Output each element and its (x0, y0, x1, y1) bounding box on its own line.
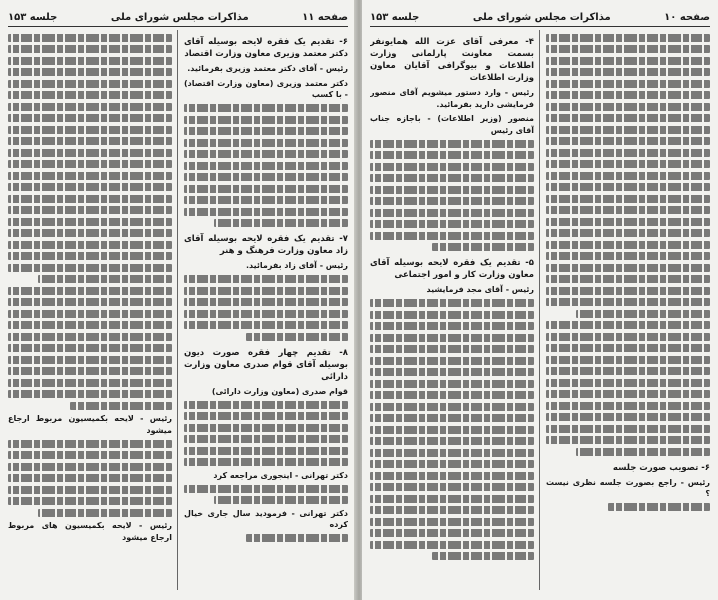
text-line (370, 529, 534, 537)
left-page-session: جلسه ۱۵۳ (8, 11, 58, 23)
text-line (546, 103, 710, 111)
text-line (184, 401, 348, 409)
text-line (8, 298, 172, 306)
speaker-line: دکتر معتمد وزیری (معاون وزارت اقتصاد) - با کسب (184, 78, 348, 99)
speaker-line: منصور (وزیر اطلاعات) - باجازه جناب آقای رئیس (370, 114, 534, 135)
text-line (8, 206, 172, 214)
text-line (184, 287, 348, 295)
text-line (8, 91, 172, 99)
text-line (38, 275, 172, 283)
right-page-session: جلسه ۱۵۳ (370, 11, 420, 23)
text-line (370, 483, 534, 491)
text-line (184, 150, 348, 158)
text-line (370, 380, 534, 388)
text-line (370, 426, 534, 434)
left-page (0, 0, 356, 600)
text-line (184, 127, 348, 135)
text-line (184, 298, 348, 306)
left-page-left-column (8, 30, 172, 594)
text-line (546, 287, 710, 295)
text-line (8, 68, 172, 76)
right-page-number: صفحه ۱۰ (664, 11, 710, 23)
left-page-title: مذاکرات مجلس شورای ملی (110, 11, 249, 23)
text-line (546, 356, 710, 364)
text-line (184, 412, 348, 420)
text-line (370, 232, 534, 240)
text-line (8, 310, 172, 318)
text-line (8, 195, 172, 203)
text-line (370, 541, 534, 549)
column-divider (539, 30, 540, 590)
text-line (546, 195, 710, 203)
text-line (8, 57, 172, 65)
text-line (370, 174, 534, 182)
text-line (8, 252, 172, 260)
text-line (370, 391, 534, 399)
text-line (8, 463, 172, 471)
text-line (184, 196, 348, 204)
text-line (546, 126, 710, 134)
speaker-line: قوام صدری (معاون وزارت دارائی) (211, 386, 348, 396)
text-line (546, 436, 710, 444)
section-heading: ۷- تقدیم یک فقره لایحه بوسیله آقای زاد معاون وزارت فرهنگ و هنر (184, 234, 348, 256)
text-line (546, 57, 710, 65)
text-line (546, 402, 710, 410)
text-line (370, 414, 534, 422)
text-line (546, 91, 710, 99)
text-line (546, 229, 710, 237)
text-line (546, 172, 710, 180)
text-line (546, 413, 710, 421)
text-line (184, 485, 348, 493)
text-line (370, 437, 534, 445)
text-line (184, 310, 348, 318)
text-line (8, 451, 172, 459)
text-line (546, 333, 710, 341)
text-line (546, 252, 710, 260)
text-line (8, 474, 172, 482)
text-line (370, 460, 534, 468)
right-page (362, 0, 718, 600)
text-line (8, 103, 172, 111)
text-line (370, 345, 534, 353)
text-line (370, 518, 534, 526)
text-line (546, 390, 710, 398)
text-line (8, 126, 172, 134)
text-line (8, 80, 172, 88)
section-heading: ۸- تقدیم چهار فقره صورت دیون بوسیله آقای قوام صدری معاون وزارت دارائی (184, 347, 348, 382)
text-line (432, 243, 534, 251)
text-line (546, 321, 710, 329)
text-line (8, 379, 172, 387)
text-line (8, 114, 172, 122)
text-line (184, 139, 348, 147)
text-line (8, 264, 172, 272)
text-line (546, 425, 710, 433)
text-line (546, 34, 710, 42)
text-line (370, 368, 534, 376)
text-line (8, 218, 172, 226)
text-line (370, 140, 534, 148)
text-line (8, 160, 172, 168)
text-line (184, 275, 348, 283)
text-line (370, 357, 534, 365)
text-line (370, 403, 534, 411)
speaker-line: دکتر تهرانی - اینجوری مراجعه کرد (213, 470, 348, 480)
text-line (546, 80, 710, 88)
text-line (546, 241, 710, 249)
speaker-line: رئیس - وارد دستور میشویم آقای منصور فرمایشی دارید بفرمائید. (370, 88, 534, 109)
speaker-line: دکتر تهرانی - فرمودید سال جاری خیال کرده (184, 508, 348, 529)
text-line (370, 209, 534, 217)
text-line (8, 440, 172, 448)
text-line (546, 137, 710, 145)
text-line (546, 379, 710, 387)
left-page-header (8, 8, 348, 27)
text-line (370, 472, 534, 480)
text-line (184, 321, 348, 329)
text-line (8, 149, 172, 157)
column-divider (177, 30, 178, 590)
text-line (370, 322, 534, 330)
text-line (546, 206, 710, 214)
text-line (70, 402, 172, 410)
text-line (214, 496, 348, 504)
text-line (370, 163, 534, 171)
text-line (246, 333, 348, 341)
text-line (8, 367, 172, 375)
text-line (370, 197, 534, 205)
text-line (38, 509, 172, 517)
speaker-line: رئیس - راجع بصورت جلسه نظری نیست ؟ (546, 477, 710, 498)
text-line (370, 495, 534, 503)
text-line (546, 114, 710, 122)
text-line (546, 264, 710, 272)
speaker-line: رئیس - آقای زاد بفرمائید. (245, 261, 348, 270)
text-line (576, 310, 710, 318)
text-line (8, 229, 172, 237)
text-line (546, 149, 710, 157)
text-line (184, 185, 348, 193)
text-line (8, 321, 172, 329)
text-line (8, 333, 172, 341)
text-line (370, 449, 534, 457)
text-line (370, 311, 534, 319)
text-line (608, 503, 710, 511)
text-line (184, 424, 348, 432)
left-page-right-column (184, 30, 348, 594)
text-line (8, 183, 172, 191)
text-line (370, 220, 534, 228)
speaker-line: رئیس - آقای مجد فرمایشید (426, 285, 534, 294)
text-line (8, 390, 172, 398)
right-page-right-column (546, 30, 710, 594)
text-line (184, 208, 348, 216)
speaker-line: رئیس - لایحه بکمیسیون مربوط ارجاع میشود (8, 414, 172, 435)
right-page-left-column (370, 30, 534, 594)
text-line (370, 506, 534, 514)
text-line (8, 172, 172, 180)
text-line (370, 151, 534, 159)
right-page-title: مذاکرات مجلس شورای ملی (472, 11, 611, 23)
text-line (546, 68, 710, 76)
text-line (546, 367, 710, 375)
text-line (432, 552, 534, 560)
text-line (576, 448, 710, 456)
text-line (8, 497, 172, 505)
text-line (184, 116, 348, 124)
text-line (370, 186, 534, 194)
text-line (184, 173, 348, 181)
text-line (546, 45, 710, 53)
text-line (8, 356, 172, 364)
section-heading: ۵- تقدیم یک فقره لایحه بوسیله آقای معاون وزارت کار و امور اجتماعی (370, 258, 534, 280)
text-line (8, 45, 172, 53)
text-line (8, 241, 172, 249)
text-line (546, 298, 710, 306)
text-line (184, 104, 348, 112)
section-heading: ۶- تقدیم یک فقره لایحه بوسیله آقای دکتر معتمد وزیری معاون وزارت اقتصاد (184, 37, 348, 59)
section-heading: ۴- معرفی آقای عزت الله همایونفر بسمت معاونت پارلمانی وزارت اطلاعات و بیوگرافی آقایان معاون وزارت اطلاعات (370, 37, 534, 83)
text-line (546, 344, 710, 352)
text-line (214, 219, 348, 227)
text-line (8, 137, 172, 145)
section-heading: ۶- تصویب صورت جلسه (612, 462, 710, 473)
text-line (8, 344, 172, 352)
text-line (546, 183, 710, 191)
speaker-line: رئیس - آقای دکتر معتمد وزیری بفرمائید. (187, 64, 348, 73)
text-line (184, 162, 348, 170)
text-line (8, 486, 172, 494)
speaker-line: رئیس - لایحه بکمیسیون های مربوط ارجاع میشود (8, 521, 172, 542)
text-line (8, 34, 172, 42)
text-line (370, 334, 534, 342)
text-line (546, 275, 710, 283)
text-line (8, 287, 172, 295)
text-line (246, 534, 348, 542)
right-page-header (370, 8, 710, 27)
text-line (370, 299, 534, 307)
text-line (184, 458, 348, 466)
text-line (184, 435, 348, 443)
text-line (184, 447, 348, 455)
text-line (546, 160, 710, 168)
left-page-number: صفحه ۱۱ (302, 11, 348, 23)
text-line (546, 218, 710, 226)
